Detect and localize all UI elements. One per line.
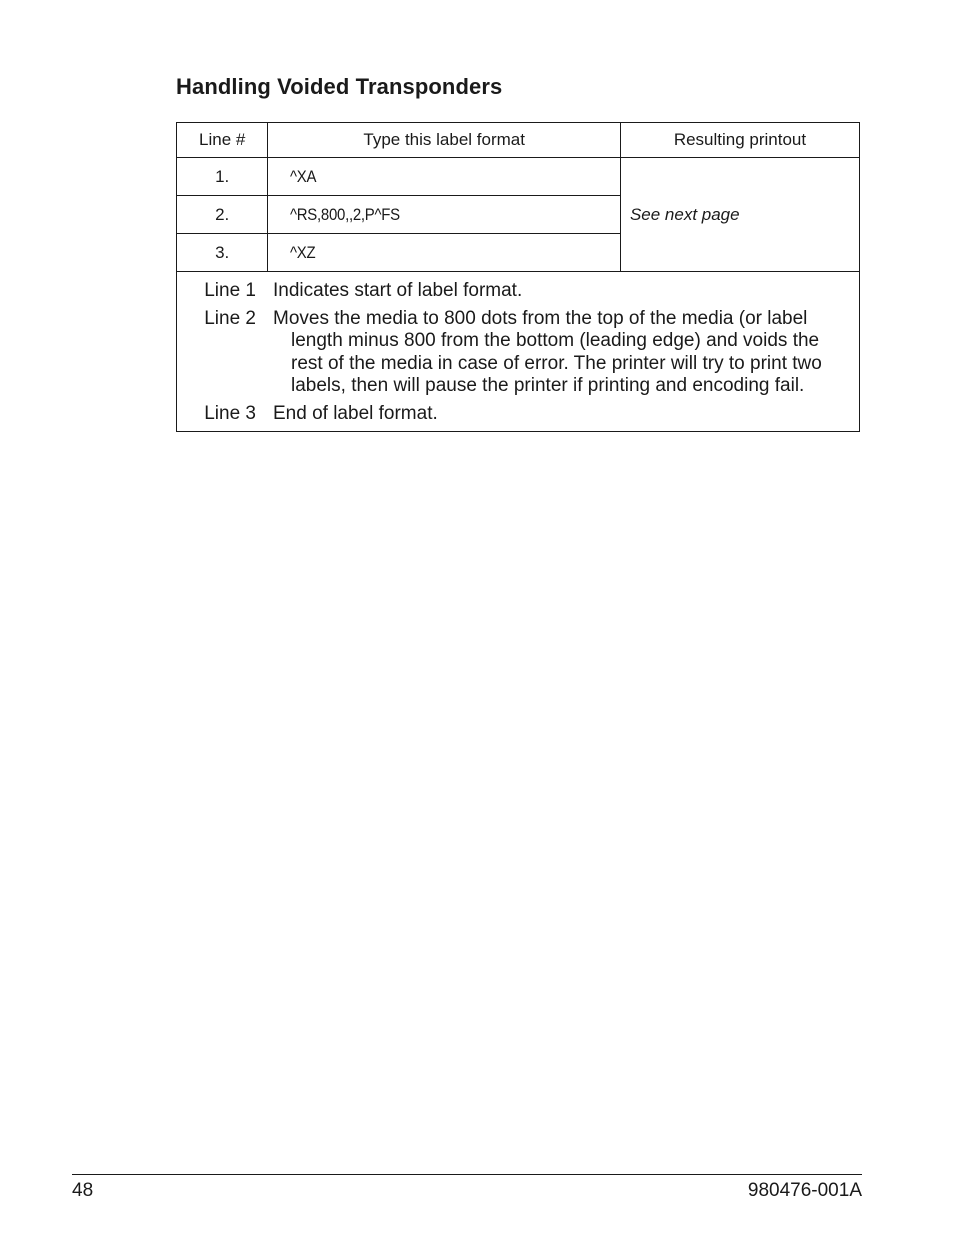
- page-number: 48: [72, 1180, 94, 1201]
- section-title: Handling Voided Transponders: [176, 74, 503, 99]
- table-header-row: [177, 123, 860, 158]
- format-code-cell: [268, 158, 621, 196]
- note-item: [177, 308, 847, 398]
- line-number-cell: 2.: [177, 196, 268, 234]
- note-item: [177, 403, 847, 426]
- column-header-result: Resulting printout: [620, 123, 859, 158]
- format-code: ^RS,800,,2,P^FS: [290, 204, 401, 224]
- result-cell: See next page: [620, 158, 859, 272]
- label-format-table: [176, 122, 860, 432]
- note-text: Indicates start of label format.: [273, 280, 523, 301]
- format-code: ^XZ: [290, 242, 316, 262]
- footer-divider: [72, 1174, 862, 1175]
- line-number-cell: 1.: [177, 158, 268, 196]
- note-text: End of label format.: [273, 402, 438, 424]
- table-row: [177, 158, 860, 196]
- notes-row: [177, 272, 860, 432]
- note-label: Line 3: [204, 402, 256, 424]
- note-item: [177, 280, 847, 303]
- column-header-line: Line #: [177, 123, 268, 158]
- note-text: Moves the media to 800 dots from the top of the media (or label length minus 800 from the bottom (leading edge) and voids the rest of the media in case of error. The printer will try to print two labels, then will pause the printer if printing and encoding fail.: [273, 307, 822, 396]
- document-number: 980476-001A: [747, 1180, 862, 1201]
- column-header-format: Type this label format: [268, 123, 621, 158]
- format-code: ^XA: [290, 166, 317, 186]
- format-code-cell: [268, 234, 621, 272]
- line-number-cell: 3.: [177, 234, 268, 272]
- note-label: Line 1: [204, 280, 256, 301]
- format-code-cell: [268, 196, 621, 234]
- note-label: Line 2: [204, 307, 256, 329]
- notes-cell: [177, 272, 860, 432]
